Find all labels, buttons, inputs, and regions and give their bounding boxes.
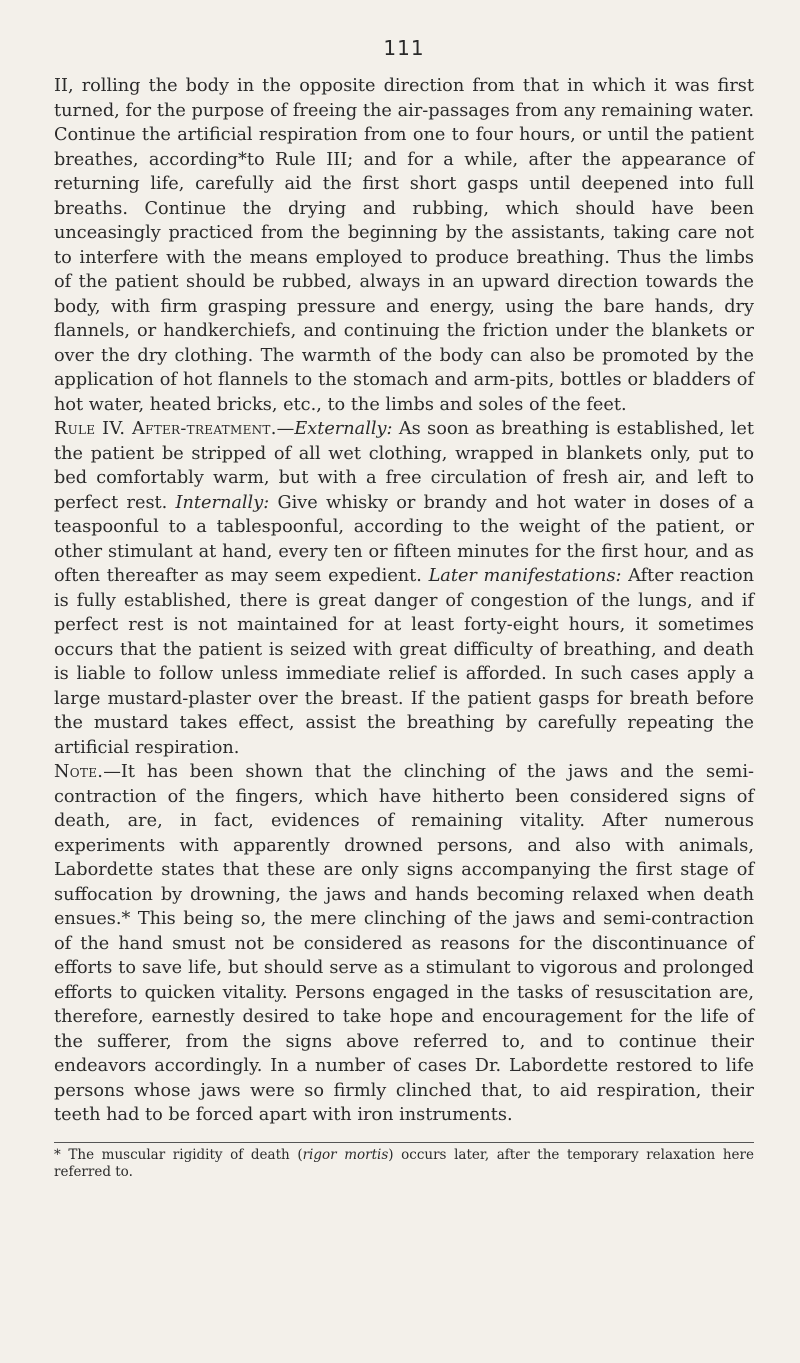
footnote-text-start: * The muscular rigidity of death (: [54, 1146, 303, 1163]
page-number: 111: [383, 36, 425, 60]
note-heading: Note.: [54, 762, 104, 782]
paragraph-note: [54, 760, 754, 1128]
later-manifestations-label: Later manifestations:: [428, 566, 622, 586]
externally-text: As soon as breathing is established, let the patient be stripped of all wet clothing, wrapped in blankets only, put to bed comfortably warm, but with a free circulation of fresh air, and left to perfect rest.: [54, 419, 754, 513]
em-dash: —: [276, 419, 295, 439]
paragraph-rolling-body: [54, 74, 754, 417]
later-manifestations-text: After reaction is fully established, there is great danger of congestion of the lungs, and if perfect rest is not maintained for at least forty-eight hours, it sometimes occurs that the patient is seized with great difficulty of breathing, and death is liable to follow unless immediate relief is afforded. In such cases apply a large mustard-plaster over the breast. If the patient gasps for breath before the mustard takes effect, assist the breathing by carefully repeating the artificial respiration.: [54, 566, 754, 758]
footnote-text-end: ) occurs later, after the temporary relaxation here referred to.: [54, 1146, 754, 1180]
paragraph-text: II, rolling the body in the opposite direction from that in which it was first turned, for the purpose of freeing the air-passages from any remaining water. Continue the artificial respiration from one to four hours, or until the patient breathes, according*to Rule III; and for a while, after the appearance of returning life, carefully aid the first short gasps until deepened into full breaths. Continue the drying and rubbing, which should have been unceasingly practiced from the beginning by the assistants, taking care not to interfere with the means employed to produce breathing. Thus the limbs of the patient should be rubbed, always in an upward direction towards the body, with firm grasping pressure and energy, using the bare hands, dry flannels, or handkerchiefs, and continuing the friction under the blankets or over the dry clothing. The warmth of the body can also be promoted by the application of hot flannels to the stomach and arm-pits, bottles or bladders of hot water, heated bricks, etc., to the limbs and soles of the feet.: [54, 76, 754, 415]
main-text: [54, 74, 754, 1128]
internally-label: Internally:: [175, 492, 270, 513]
externally-label: Externally:: [294, 419, 393, 439]
internally-text: Give whisky or brandy and hot water in doses of a teaspoonful to a tablespoonful, according to the weight of the patient, or other stimulant at hand, every ten or fifteen minutes for the first hour, and as often thereafter as may seem expedient.: [54, 492, 754, 586]
footnote: [54, 1147, 754, 1181]
footnote-rigor-mortis: rigor mortis: [302, 1146, 389, 1163]
note-text: —It has been shown that the clinching of the jaws and the semi-contraction of the fingers, which have hitherto been considered signs of death, are, in fact, evidences of remaining vitality. After numerous experiments with apparently drowned persons, and also with animals, Labordette states that these are only signs accompanying the first stage of suffocation by drowning, the jaws and hands becoming relaxed when death ensues.* This being so, the mere clinching of the jaws and semi-contraction of the hand smust not be considered as reasons for the discontinuance of efforts to save life, but should serve as a stimulant to vigorous and prolonged efforts to quicken vitality. Persons engaged in the tasks of resuscitation are, therefore, earnestly desired to take hope and encouragement for the life of the sufferer, from the signs above referred to, and to continue their endeavors accordingly. In a number of cases Dr. Labordette restored to life persons whose jaws were so firmly clinched that, to aid respiration, their teeth had to be forced apart with iron instruments.: [54, 762, 754, 1125]
footnote-divider: [54, 1142, 754, 1143]
book-page: [54, 0, 754, 1181]
rule-iv-heading: Rule IV. After-treatment.: [54, 419, 277, 439]
paragraph-rule-iv-after-treatment: [54, 417, 754, 760]
